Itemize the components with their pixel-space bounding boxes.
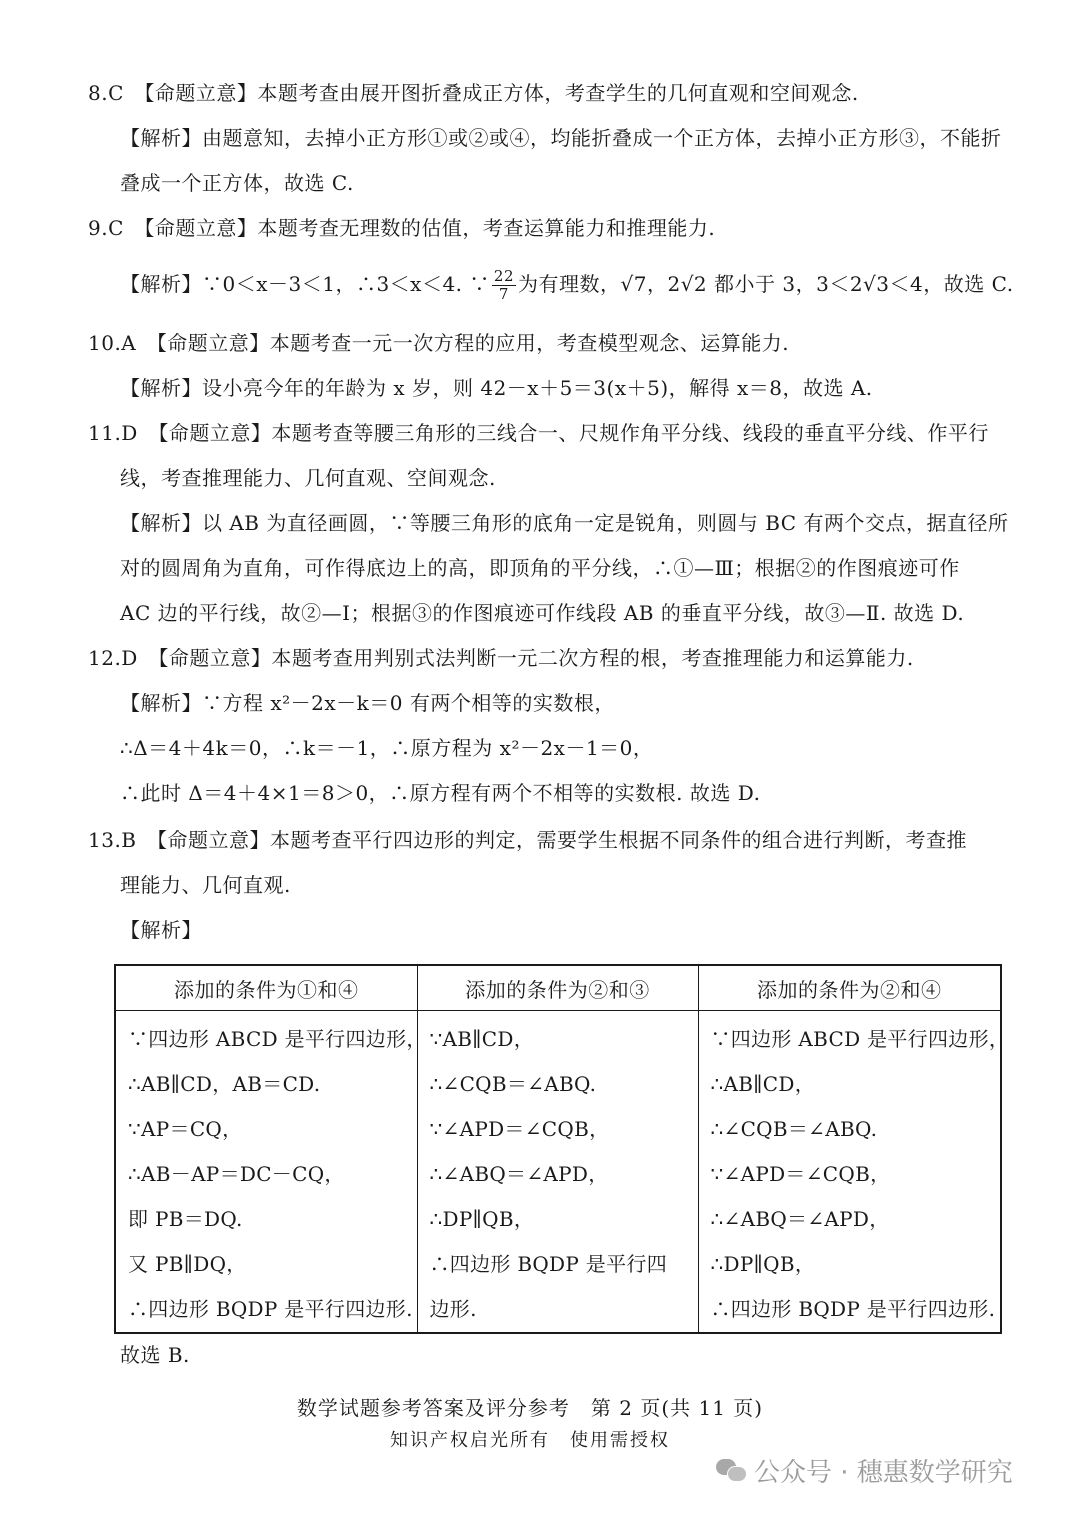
q10-intent: 10.A 【命题立意】本题考查一元一次方程的应用，考查模型观念、运算能力. xyxy=(88,331,790,355)
proof-line: ∴AB∥CD，AB＝CD. xyxy=(128,1072,321,1096)
q9-analysis xyxy=(120,268,1014,303)
proof-line: ∵AP＝CQ， xyxy=(128,1117,243,1141)
conclusion: 故选 B. xyxy=(120,1343,190,1367)
q9-analysis-before: 【解析】∵0＜x－3＜1，∴3＜x＜4. ∵ xyxy=(120,272,490,296)
table-header: 添加的条件为②和④ xyxy=(698,965,1001,1011)
proof-line: ∴四边形 BQDP 是平行四 xyxy=(429,1252,668,1276)
watermark-text: 公众号 · 穗惠数学研究 xyxy=(754,1457,1013,1488)
q11-analysis: 【解析】以 AB 为直径画圆，∵等腰三角形的底角一定是锐角，则圆与 BC 有两个交点，据直径所 xyxy=(120,511,1009,535)
q11-intent-cont: 线，考查推理能力、几何直观、空间观念. xyxy=(120,466,496,490)
proof-line: ∵∠APD＝∠CQB， xyxy=(710,1162,891,1186)
table-row xyxy=(115,1011,1001,1334)
table-cell-col3 xyxy=(698,1011,1010,1334)
watermark xyxy=(716,1452,1013,1488)
q9-intent: 9.C 【命题立意】本题考查无理数的估值，考查运算能力和推理能力. xyxy=(88,216,716,240)
proof-line: ∴DP∥QB， xyxy=(710,1252,816,1276)
proof-line: ∴∠CQB＝∠ABQ. xyxy=(710,1117,878,1141)
q8-intent: 8.C 【命题立意】本题考查由展开图折叠成正方体，考查学生的几何直观和空间观念. xyxy=(88,81,859,105)
solution-table xyxy=(114,964,1010,1334)
q11-intent: 11.D 【命题立意】本题考查等腰三角形的三线合一、尺规作角平分线、线段的垂直平分线、作平行 xyxy=(88,421,989,445)
q10-analysis: 【解析】设小亮今年的年龄为 x 岁，则 42－x＋5＝3(x＋5)，解得 x＝8，故选 A. xyxy=(120,376,873,400)
proof-line: ∴四边形 BQDP 是平行四边形. xyxy=(710,1297,996,1321)
table-cell-col1 xyxy=(115,1011,427,1334)
table-cell-col2 xyxy=(417,1011,698,1334)
q8-analysis-cont: 叠成一个正方体，故选 C. xyxy=(120,171,354,195)
proof-line: ∴AB∥CD， xyxy=(710,1072,816,1096)
proof-line: ∴AB－AP＝DC－CQ， xyxy=(128,1162,345,1186)
q12-analysis-cont2: ∴此时 Δ＝4＋4×1＝8＞0，∴原方程有两个不相等的实数根. 故选 D. xyxy=(120,781,761,805)
q13-intent-cont: 理能力、几何直观. xyxy=(120,873,291,897)
proof-line: ∵四边形 ABCD 是平行四边形， xyxy=(710,1027,1010,1051)
footer-copyright: 知识产权启光所有 使用需授权 xyxy=(390,1430,670,1451)
q12-analysis-cont: ∴Δ＝4＋4k＝0，∴k＝－1，∴原方程为 x²－2x－1＝0， xyxy=(120,736,654,760)
proof-line: ∵∠APD＝∠CQB， xyxy=(429,1117,610,1141)
proof-line: 又 PB∥DQ， xyxy=(128,1252,247,1276)
proof-line: ∴∠CQB＝∠ABQ. xyxy=(429,1072,597,1096)
fraction xyxy=(492,268,516,303)
q13-analysis-label: 【解析】 xyxy=(120,918,202,942)
q8-analysis: 【解析】由题意知，去掉小正方形①或②或④，均能折叠成一个正方体，去掉小正方形③，不能折 xyxy=(120,126,1002,150)
wechat-icon xyxy=(716,1457,746,1483)
q9-analysis-after: 为有理数，√7，2√2 都小于 3，3＜2√3＜4，故选 C. xyxy=(518,272,1014,296)
fraction-numerator: 22 xyxy=(493,267,514,285)
proof-line: ∴∠ABQ＝∠APD， xyxy=(429,1162,609,1186)
table-header: 添加的条件为②和③ xyxy=(417,965,698,1011)
proof-line: ∵AB∥CD， xyxy=(429,1027,535,1051)
proof-line: 边形. xyxy=(429,1297,477,1321)
q13-intent: 13.B 【命题立意】本题考查平行四边形的判定，需要学生根据不同条件的组合进行判断，考查推 xyxy=(88,828,968,852)
q11-analysis-cont: 对的圆周角为直角，可作得底边上的高，即顶角的平分线，∴①—Ⅲ；根据②的作图痕迹可作 xyxy=(120,556,960,580)
footer-title: 数学试题参考答案及评分参考 第 2 页(共 11 页) xyxy=(296,1396,764,1420)
proof-line: ∴DP∥QB， xyxy=(429,1207,535,1231)
fraction-denominator: 7 xyxy=(498,285,509,303)
proof-line: ∴∠ABQ＝∠APD， xyxy=(710,1207,890,1231)
q11-analysis-cont2: AC 边的平行线，故②—Ⅰ；根据③的作图痕迹可作线段 AB 的垂直平分线，故③—Ⅱ. 故选 D. xyxy=(120,601,965,625)
proof-line: ∵四边形 ABCD 是平行四边形， xyxy=(128,1027,427,1051)
q12-intent: 12.D 【命题立意】本题考查用判别式法判断一元二次方程的根，考查推理能力和运算能力. xyxy=(88,646,914,670)
q12-analysis: 【解析】∵方程 x²－2x－k＝0 有两个相等的实数根， xyxy=(120,691,615,715)
proof-line: 即 PB＝DQ. xyxy=(128,1207,243,1231)
proof-line: ∴四边形 BQDP 是平行四边形. xyxy=(128,1297,413,1321)
table-header: 添加的条件为①和④ xyxy=(115,965,417,1011)
table-header-row xyxy=(115,965,1001,1011)
